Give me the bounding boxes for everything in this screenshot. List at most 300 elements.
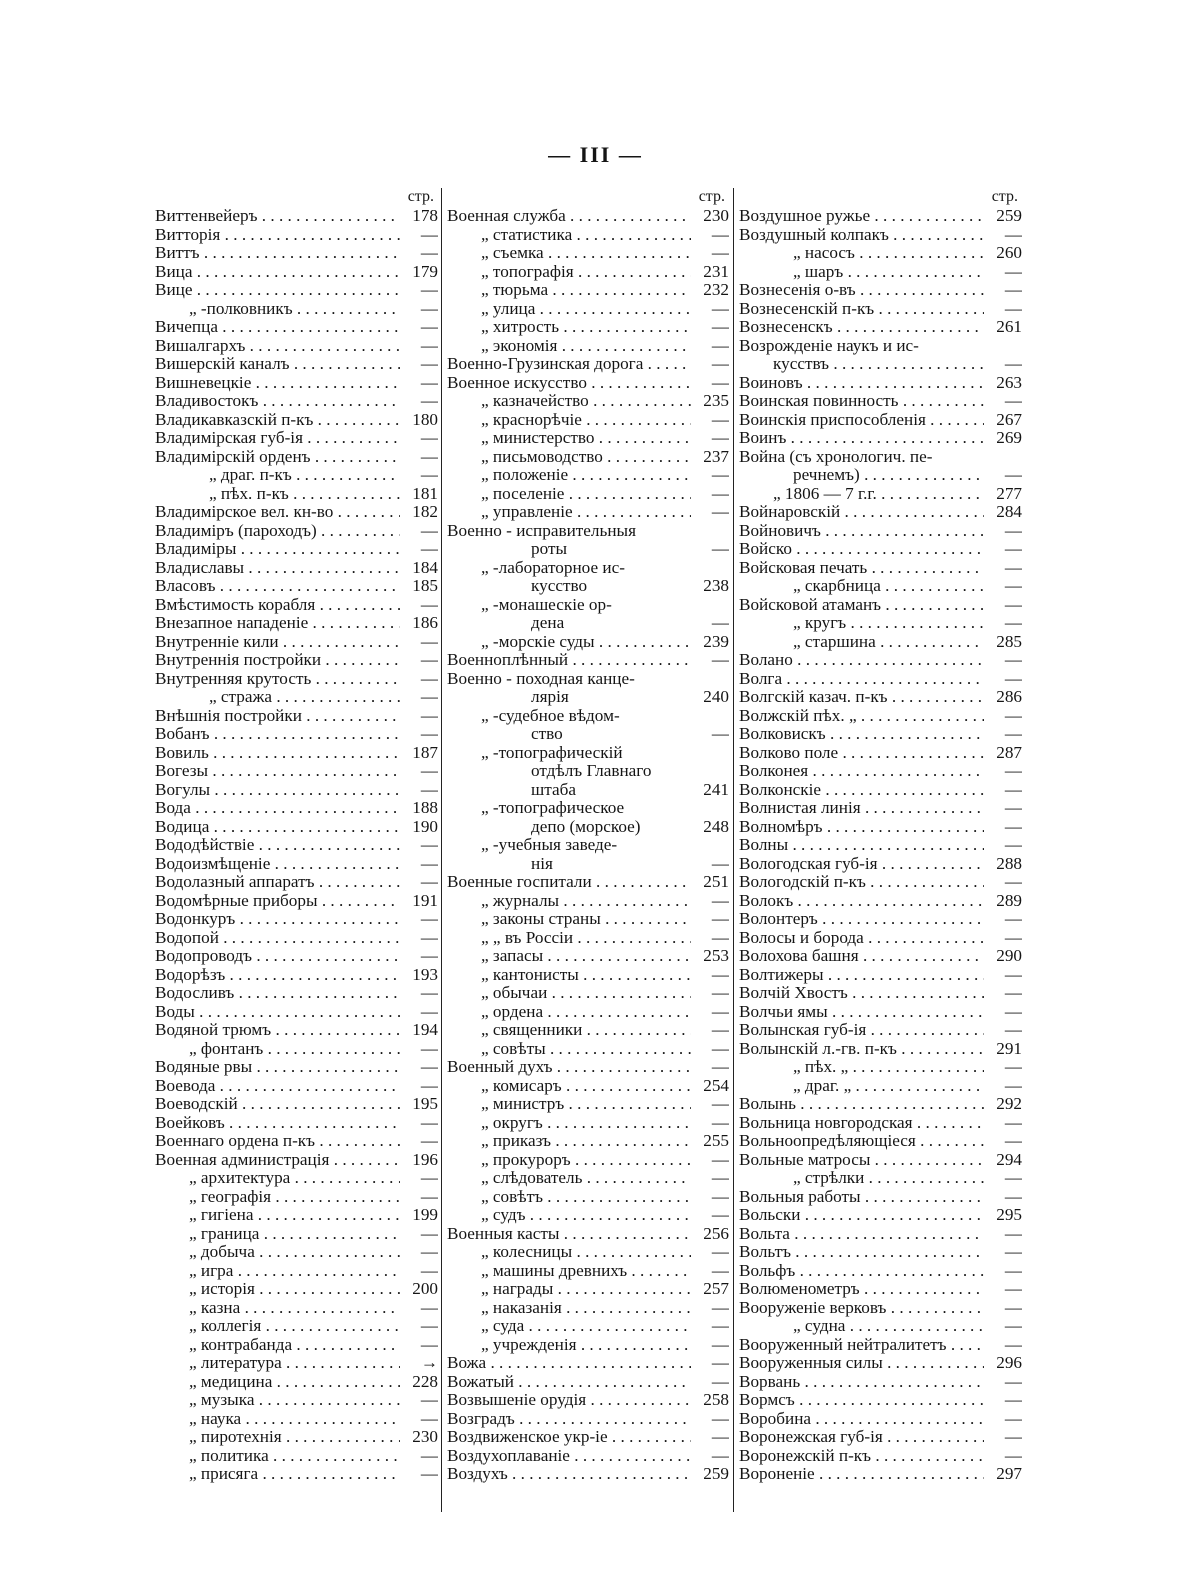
entry-page: — [1004, 1224, 1022, 1243]
index-entry [739, 1095, 1022, 1114]
entry-label: Военнаго ордена п-къ . . . [155, 1132, 400, 1151]
index-entry [155, 374, 438, 393]
entry-label: Возвышеніе орудія . . . [447, 1391, 691, 1410]
index-entry [739, 818, 1022, 837]
entry-label: „ 1806 — 7 г.г. . . . [739, 485, 984, 504]
index-entry [447, 1225, 729, 1244]
index-entry [155, 448, 438, 467]
index-entry [155, 1003, 438, 1022]
entry-label: „ запасы . . . [447, 947, 691, 966]
entry-label: Волномѣръ . . . [739, 818, 984, 837]
entry-page: — [1004, 836, 1022, 854]
entry-label: „ кантонисты . . . [447, 966, 691, 985]
entry-page: — [420, 466, 438, 484]
entry-label: Вольтъ . . . [739, 1243, 984, 1262]
entry-label: Водяные рвы . . . [155, 1058, 400, 1077]
entry-page: — [711, 1039, 729, 1058]
index-entry [447, 1206, 729, 1225]
index-entry [739, 1336, 1022, 1355]
entry-page: — [1004, 1391, 1022, 1409]
entry-label: „ исторія . . . [155, 1280, 400, 1299]
index-entry [155, 540, 438, 559]
index-entry [447, 1447, 729, 1466]
entry-label: Волчьи ямы . . . [739, 1003, 984, 1022]
index-entry [739, 596, 1022, 615]
entry-label: Воронежскій п-къ . . . [739, 1447, 984, 1466]
entry-label: Водопой . . . [155, 929, 400, 948]
entry-label: Военная служба . . . [447, 207, 691, 226]
entry-label: Вододѣйствіе . . . [155, 836, 400, 855]
entry-page: — [711, 244, 729, 262]
entry-page: — [420, 706, 438, 725]
index-entry [447, 1354, 729, 1373]
index-entry [739, 762, 1022, 781]
entry-label: Власовъ . . . [155, 577, 400, 596]
index-entry [155, 559, 438, 578]
entry-page: — [711, 1354, 729, 1372]
index-entry [155, 1280, 438, 1299]
entry-page: — [1004, 1132, 1022, 1150]
entry-page: 182 [412, 503, 438, 521]
entry-label: депо (морское) [531, 817, 641, 836]
index-entry [155, 226, 438, 245]
index-entry [447, 1132, 729, 1151]
entry-page: — [711, 503, 729, 521]
index-entry [155, 873, 438, 892]
index-entry [739, 855, 1022, 874]
entry-label: Воронежская губ-ія . . . [739, 1428, 984, 1447]
entry-label: „ медицина . . . [155, 1373, 400, 1392]
entry-label: Вольница новгородская . . . [739, 1114, 984, 1133]
index-entry [739, 355, 1022, 374]
index-column-1 [155, 188, 438, 1512]
entry-page: — [1004, 1243, 1022, 1261]
entry-label: Волынь . . . [739, 1095, 984, 1114]
entry-page: — [711, 540, 729, 558]
entry-page: — [711, 1409, 729, 1428]
entry-label: „ поселеніе . . . [447, 485, 691, 504]
entry-page: — [711, 410, 729, 429]
index-entry [739, 1188, 1022, 1207]
entry-page: — [420, 780, 438, 799]
entry-page: — [1004, 614, 1022, 632]
entry-label: „ учрежденія . . . [447, 1336, 691, 1355]
entry-label: „ -морскіе суды . . . [447, 633, 691, 652]
entry-label: Владимірская губ-ія . . . [155, 429, 400, 448]
index-entry [155, 392, 438, 411]
entry-label: „ награды . . . [447, 1280, 691, 1299]
entry-label: Вознесенія о-въ . . . [739, 281, 984, 300]
entry-page: — [1004, 873, 1022, 891]
index-entry [155, 725, 438, 744]
index-entry [739, 1354, 1022, 1373]
entry-page: 260 [996, 244, 1022, 262]
entry-label: Витторія . . . [155, 226, 400, 245]
index-entry [447, 577, 729, 596]
entry-page: 180 [412, 410, 438, 429]
entry-page: — [1004, 1076, 1022, 1095]
entry-page: — [711, 336, 729, 355]
entry-label: „ литература . . . [155, 1354, 400, 1373]
entry-page: 297 [996, 1465, 1022, 1483]
entry-label: лярія [531, 688, 569, 706]
index-entry [155, 799, 438, 818]
index-entry [155, 947, 438, 966]
entry-label: Вороненіе . . . [739, 1465, 984, 1484]
entry-page: — [711, 1058, 729, 1076]
entry-label: „ судна . . . [739, 1317, 984, 1336]
index-entry [447, 762, 729, 781]
entry-page: — [1004, 1261, 1022, 1280]
entry-label: „ машины древнихъ . . . [447, 1262, 691, 1281]
entry-label: „ округъ . . . [447, 1114, 691, 1133]
index-entry [447, 244, 729, 263]
index-entry [739, 281, 1022, 300]
index-entry [447, 1169, 729, 1188]
entry-label: „ обычаи . . . [447, 984, 691, 1003]
entry-label: Водяной трюмъ . . . [155, 1021, 400, 1040]
index-entry [447, 466, 729, 485]
entry-label: Вольски . . . [739, 1206, 984, 1225]
entry-label: Внутренніе кили . . . [155, 633, 400, 652]
index-entry [155, 929, 438, 948]
entry-label: Владимірскій орденъ . . . [155, 448, 400, 467]
index-entry [155, 300, 438, 319]
entry-page [691, 596, 729, 615]
entry-page: 292 [996, 1095, 1022, 1113]
index-entry [155, 337, 438, 356]
index-entry [447, 318, 729, 337]
entry-label: Воиновъ . . . [739, 374, 984, 393]
entry-label: Вольные матросы . . . [739, 1151, 984, 1170]
entry-label: Воды . . . [155, 1003, 400, 1022]
entry-page: 179 [412, 262, 438, 281]
entry-page: — [420, 632, 438, 651]
index-entry [447, 670, 729, 689]
entry-label: Вогулы . . . [155, 781, 400, 800]
entry-page: — [711, 614, 729, 632]
entry-label: „ комисаръ . . . [447, 1077, 691, 1096]
entry-label: „ старшина . . . [739, 633, 984, 652]
index-entry [739, 1077, 1022, 1096]
index-entry [739, 1114, 1022, 1133]
entry-label: „ топографія . . . [447, 263, 691, 282]
entry-label: Вовиль . . . [155, 744, 400, 763]
entry-page: — [1004, 558, 1022, 577]
index-entry [155, 1206, 438, 1225]
entry-label: „ добыча . . . [155, 1243, 400, 1262]
entry-label: Вода . . . [155, 799, 400, 818]
entry-page: — [420, 299, 438, 318]
index-entry [155, 744, 438, 763]
index-entry [447, 1410, 729, 1429]
entry-label: Водолазный аппаратъ . . . [155, 873, 400, 892]
entry-label: „ наказанія . . . [447, 1299, 691, 1318]
index-entry [447, 1465, 729, 1484]
entry-label: Владивостокъ . . . [155, 392, 400, 411]
entry-label: Вольноопредѣляющіеся . . . [739, 1132, 984, 1151]
entry-page: 196 [412, 1150, 438, 1169]
entry-label: Войсковая печать . . . [739, 559, 984, 578]
entry-page: — [711, 1187, 729, 1206]
index-entry [155, 1040, 438, 1059]
index-entry [739, 318, 1022, 337]
entry-page: — [711, 1335, 729, 1354]
column-divider [733, 188, 734, 1512]
entry-page: 269 [996, 429, 1022, 447]
entry-label: Владиміры . . . [155, 540, 400, 559]
index-entry [447, 1299, 729, 1318]
entry-label: Вишневецкіе . . . [155, 374, 400, 393]
entry-label: „ -учебныя заведе- [481, 836, 618, 854]
index-entry [739, 263, 1022, 282]
entry-label: „ скарбница . . . [739, 577, 984, 596]
entry-label: „ министръ . . . [447, 1095, 691, 1114]
index-entry [447, 1391, 729, 1410]
entry-label: Вишерскій каналъ . . . [155, 355, 400, 374]
entry-label: Воздушный колпакъ . . . [739, 226, 984, 245]
index-entry [739, 1243, 1022, 1262]
entry-page: — [420, 1465, 438, 1483]
entry-label: Волынскій л.-гв. п-къ . . . [739, 1040, 984, 1059]
entry-page: — [711, 1298, 729, 1317]
index-entry [155, 244, 438, 263]
index-entry [155, 1058, 438, 1077]
index-entry [447, 522, 729, 541]
index-entry [447, 1317, 729, 1336]
entry-label: Воеводскій . . . [155, 1095, 400, 1114]
entry-page: 284 [996, 503, 1022, 521]
entry-page: — [1004, 1058, 1022, 1076]
index-entry [155, 1354, 438, 1373]
entry-page: — [1004, 225, 1022, 244]
entry-label: Владикавказскій п-къ . . . [155, 411, 400, 430]
entry-page: — [420, 392, 438, 410]
entry-page: — [1004, 799, 1022, 817]
entry-label: Виттъ . . . [155, 244, 400, 263]
entry-label: „ присяга . . . [155, 1465, 400, 1484]
entry-label: дена [531, 614, 565, 632]
entry-label: Волжскій пѣх. „ . . . [739, 707, 984, 726]
entry-page: — [1004, 1169, 1022, 1187]
entry-page: — [420, 854, 438, 873]
entry-page: — [1004, 1372, 1022, 1391]
entry-page: 259 [703, 1465, 729, 1483]
entry-page: — [1004, 1298, 1022, 1317]
entry-label: Вожа . . . [447, 1354, 691, 1373]
entry-label: Воевода . . . [155, 1077, 400, 1096]
index-entry [739, 1169, 1022, 1188]
index-entry [447, 374, 729, 393]
entry-page: 257 [703, 1280, 729, 1298]
entry-label: „ судъ . . . [447, 1206, 691, 1225]
entry-page: 190 [412, 817, 438, 836]
entry-label: „ -полковникъ . . . [155, 300, 400, 319]
entry-page: 286 [996, 688, 1022, 706]
index-entry [447, 596, 729, 615]
entry-page: 200 [412, 1280, 438, 1298]
index-entry [739, 392, 1022, 411]
entry-label: „ контрабанда . . . [155, 1336, 400, 1355]
entry-page: — [420, 1335, 438, 1354]
index-entry [739, 873, 1022, 892]
entry-page: 288 [996, 854, 1022, 873]
entry-label: Волконскіе . . . [739, 781, 984, 800]
entry-label: „ законы страны . . . [447, 910, 691, 929]
index-entry [447, 707, 729, 726]
entry-label: „ -монашескіе ор- [481, 595, 612, 614]
entry-page: — [711, 1261, 729, 1280]
entry-page: 195 [412, 1095, 438, 1113]
entry-page [691, 707, 729, 726]
entry-page: — [711, 299, 729, 318]
entry-label: Виттенвейеръ . . . [155, 207, 400, 226]
page-column-header: стр. [991, 188, 1018, 205]
entry-label: Волтижеры . . . [739, 966, 984, 985]
index-entry [447, 300, 729, 319]
entry-page: — [711, 1169, 729, 1187]
entry-label: „ -судебное вѣдом- [481, 706, 620, 725]
entry-label: Военно - исправительныя [447, 521, 636, 540]
index-entry [155, 281, 438, 300]
entry-page: — [420, 355, 438, 373]
entry-page [691, 762, 729, 781]
entry-page: — [420, 651, 438, 669]
entry-page: — [711, 1428, 729, 1446]
entry-label: Войсковой атаманъ . . . [739, 596, 984, 615]
entry-label: Владиславы . . . [155, 559, 400, 578]
entry-label: Ворвань . . . [739, 1373, 984, 1392]
entry-page: — [420, 595, 438, 614]
entry-page: — [1004, 355, 1022, 373]
index-entry [155, 1410, 438, 1429]
index-entry [739, 929, 1022, 948]
entry-label: „ коллегія . . . [155, 1317, 400, 1336]
index-entry [155, 596, 438, 615]
entry-label: „ министерство . . . [447, 429, 691, 448]
entry-page: — [1004, 521, 1022, 540]
index-entry [447, 781, 729, 800]
entry-label: Военное искусство . . . [447, 374, 691, 393]
index-entry [155, 1095, 438, 1114]
index-entry [447, 1243, 729, 1262]
entry-page: — [1004, 299, 1022, 318]
index-entry [447, 448, 729, 467]
index-entry [739, 1410, 1022, 1429]
entry-label: Вица . . . [155, 263, 400, 282]
entry-page [691, 522, 729, 541]
entry-page: 188 [412, 799, 438, 817]
index-entry [739, 670, 1022, 689]
index-entry [155, 1188, 438, 1207]
entry-label: „ краснорѣчіе . . . [447, 411, 691, 430]
index-entry [739, 1317, 1022, 1336]
index-entry [155, 485, 438, 504]
index-entry [155, 836, 438, 855]
index-entry [739, 1225, 1022, 1244]
index-entry [155, 1114, 438, 1133]
entry-page: — [1004, 540, 1022, 558]
index-entry [155, 1299, 438, 1318]
entry-page: 287 [996, 743, 1022, 762]
entry-label: „ „ въ Россіи . . . [447, 929, 691, 948]
index-entry [155, 1262, 438, 1281]
entry-page: 194 [412, 1021, 438, 1039]
entry-page: 259 [996, 207, 1022, 225]
index-entry [739, 1391, 1022, 1410]
index-entry [447, 429, 729, 448]
entry-page: — [1004, 984, 1022, 1002]
index-entry [739, 1021, 1022, 1040]
entry-page: — [711, 1113, 729, 1132]
entry-label: Вознесенскій п-къ . . . [739, 300, 984, 319]
index-entry [447, 226, 729, 245]
entry-label: „ улица . . . [447, 300, 691, 319]
entry-page: 296 [996, 1354, 1022, 1372]
entry-label: „ тюрьма . . . [447, 281, 691, 300]
entry-label: Военно-Грузинская дорога . . . [447, 355, 691, 374]
entry-page: — [420, 373, 438, 392]
index-entry [447, 744, 729, 763]
column-divider [441, 188, 442, 1512]
entry-label: Воздушное ружье . . . [739, 207, 984, 226]
entry-label: Вормсъ . . . [739, 1391, 984, 1410]
index-entry [155, 263, 438, 282]
entry-page: — [1004, 1335, 1022, 1354]
entry-page: 186 [412, 614, 438, 632]
entry-label: „ пѣх. п-къ . . . [155, 485, 400, 504]
entry-page: 231 [703, 262, 729, 281]
entry-page: 251 [703, 873, 729, 891]
index-entry [739, 300, 1022, 319]
entry-page: 187 [412, 743, 438, 762]
page-column-header: стр. [407, 188, 434, 205]
entry-label: Вице . . . [155, 281, 400, 300]
entry-label: Вичепца . . . [155, 318, 400, 337]
entry-label: Волны . . . [739, 836, 984, 855]
index-entry [447, 947, 729, 966]
entry-label: „ ордена . . . [447, 1003, 691, 1022]
index-entry [739, 707, 1022, 726]
entry-label: Воздухоплаваніе . . . [447, 1447, 691, 1466]
entry-label: „ положеніе . . . [447, 466, 691, 485]
entry-label: „ фонтанъ . . . [155, 1040, 400, 1059]
entry-page: — [711, 1243, 729, 1261]
entry-page: 185 [412, 577, 438, 595]
index-entry [447, 1058, 729, 1077]
entry-label: „ граница . . . [155, 1225, 400, 1244]
entry-page: 184 [412, 558, 438, 577]
entry-label: „ слѣдователь . . . [447, 1169, 691, 1188]
index-entry [739, 688, 1022, 707]
entry-page: — [420, 1076, 438, 1095]
entry-label: Вооруженный нейтралитетъ . . . [739, 1336, 984, 1355]
entry-page: — [420, 669, 438, 688]
entry-label: Вобанъ . . . [155, 725, 400, 744]
entry-label: Водица . . . [155, 818, 400, 837]
entry-label: кусствъ . . . [739, 355, 984, 374]
index-entry [739, 485, 1022, 504]
entry-page: 294 [996, 1150, 1022, 1169]
index-entry [739, 614, 1022, 633]
index-entry [155, 1077, 438, 1096]
entry-label: Военный духъ . . . [447, 1058, 691, 1077]
entry-label: Владимірское вел. кн-во . . . [155, 503, 400, 522]
index-entry [155, 614, 438, 633]
entry-label: Вмѣстимость корабля . . . [155, 596, 400, 615]
index-entry [739, 1280, 1022, 1299]
index-entry [739, 1447, 1022, 1466]
